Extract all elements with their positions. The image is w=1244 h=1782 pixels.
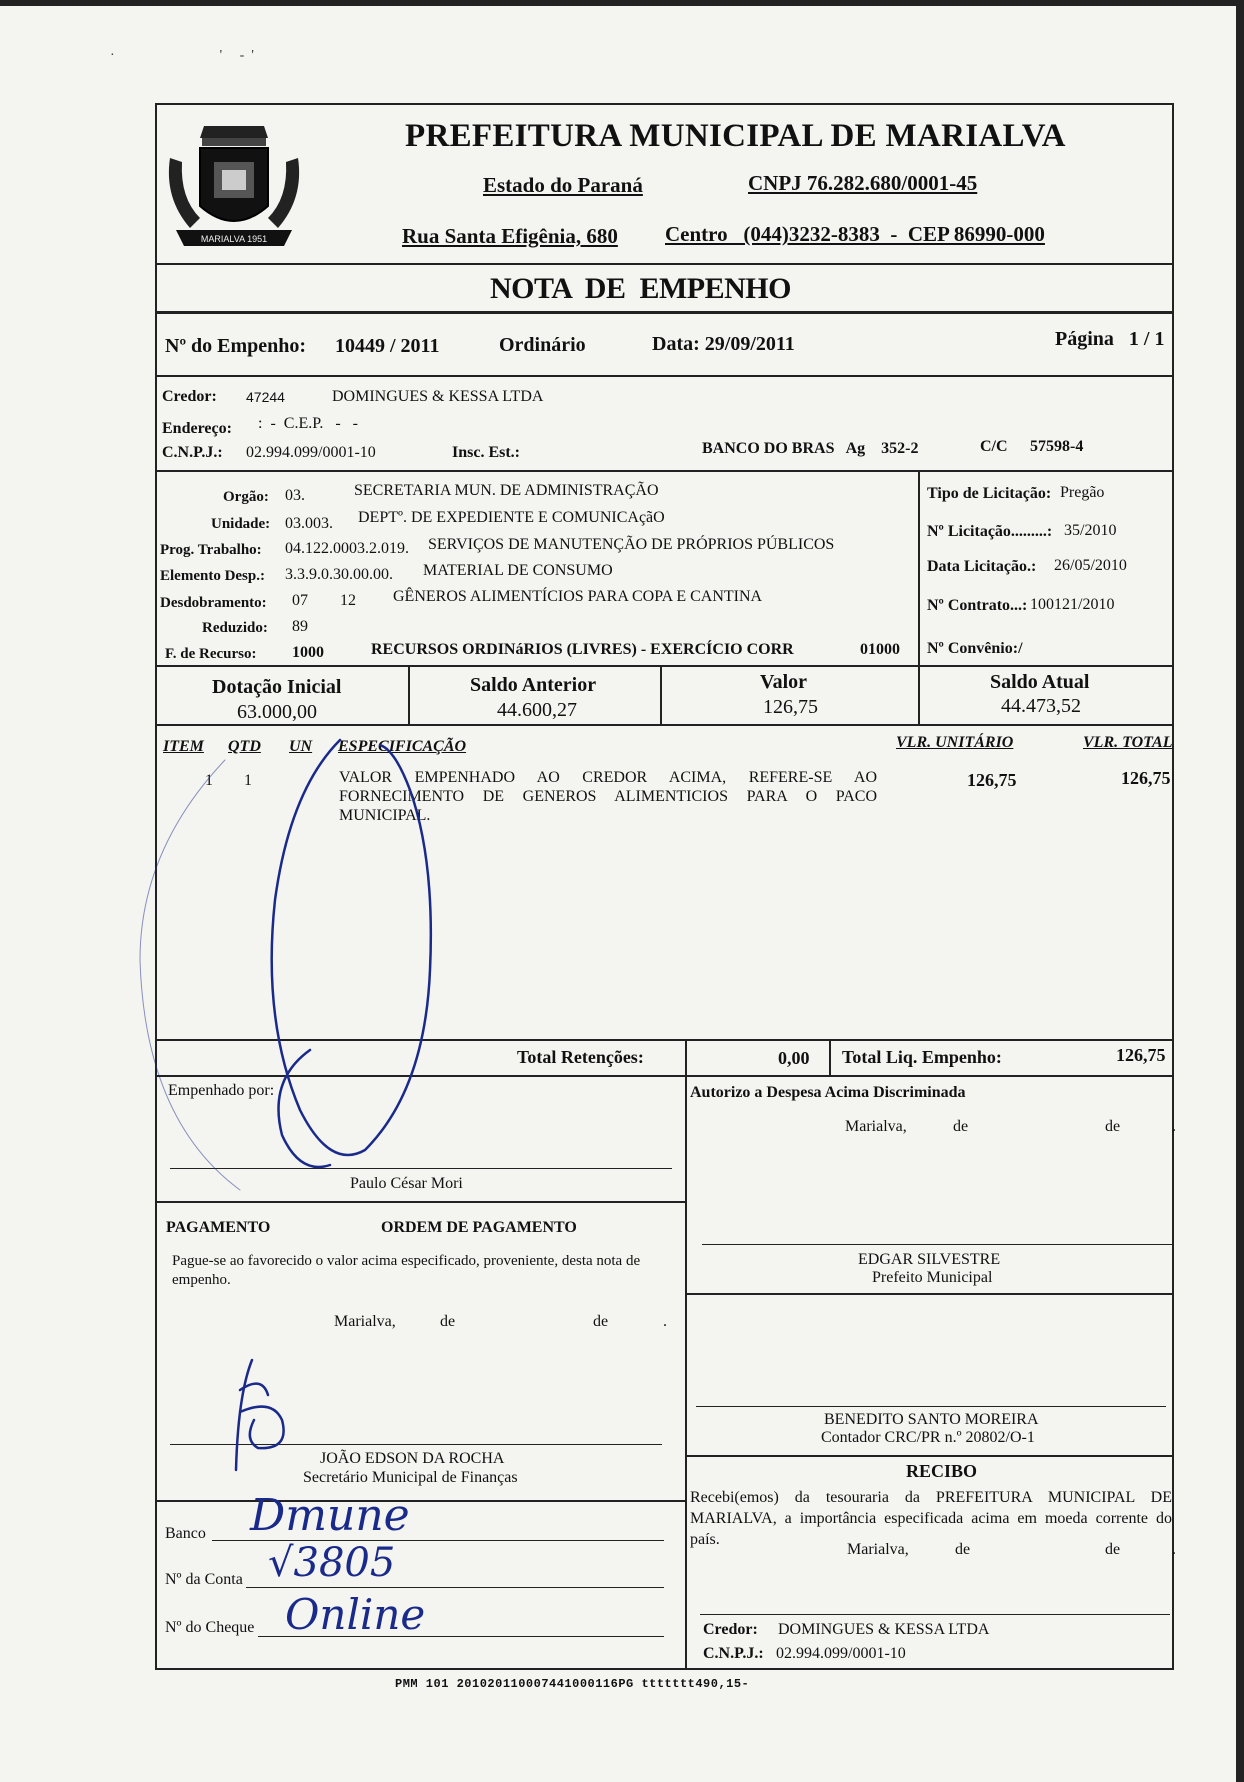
recurso-label: F. de Recurso:	[165, 646, 257, 662]
page-number: Página 1 / 1	[1055, 328, 1165, 350]
item-number: 1	[205, 772, 213, 789]
conta-handwritten: √3805	[268, 1540, 396, 1586]
convenio-label: Nº Convênio:/	[927, 640, 1023, 657]
col-especificacao: ESPECIFICAÇÃO	[338, 738, 467, 755]
empenhado-label: Empenhado por:	[168, 1082, 275, 1099]
page-title: PREFEITURA MUNICIPAL DE MARIALVA	[405, 118, 1066, 154]
endereco-value: : - C.E.P. - -	[258, 415, 358, 432]
dotacao-value: 63.000,00	[237, 701, 317, 723]
ordem-pagamento-label: ORDEM DE PAGAMENTO	[381, 1219, 577, 1236]
reduzido-label: Reduzido:	[202, 620, 268, 636]
recurso-code: 1000	[292, 644, 324, 661]
unidade-name: DEPTº. DE EXPEDIENTE E COMUNICAçãO	[358, 509, 665, 526]
saldo-anterior-label: Saldo Anterior	[470, 674, 597, 696]
cheque-handwritten: Online	[285, 1590, 426, 1639]
header-state: Estado do Paraná	[483, 173, 643, 197]
col-un: UN	[289, 738, 313, 755]
cc-label: C/C	[980, 438, 1008, 455]
scan-marks: · ' - '	[110, 48, 254, 63]
contrato-value: 100121/2010	[1030, 596, 1115, 613]
total-retencoes-label: Total Retenções:	[517, 1047, 644, 1067]
credor-code: 47244	[246, 389, 285, 405]
licitacao-tipo-label: Tipo de Licitação:	[927, 485, 1052, 502]
item-vlr-total: 126,75	[1121, 768, 1171, 788]
secretario-signature	[236, 1360, 284, 1470]
pagamento-label: PAGAMENTO	[166, 1219, 271, 1236]
item-especificacao: VALOR EMPENHADO AO CREDOR ACIMA, REFERE-SE AO FORNECIMENTO DE GENEROS ALIMENTICIOS PARA O PACO MUNICIPAL.	[339, 769, 877, 824]
total-liquido-value: 126,75	[1116, 1045, 1166, 1065]
licitacao-num-label: Nº Licitação.........:	[927, 523, 1053, 540]
header-street: Rua Santa Efigênia, 680	[402, 224, 618, 248]
col-vlr-total: VLR. TOTAL	[1083, 734, 1173, 751]
recibo-city: Marialva,	[847, 1541, 909, 1558]
credor-name: DOMINGUES & KESSA LTDA	[332, 388, 544, 405]
recibo-text: Recebi(emos) da tesouraria da PREFEITURA MUNICIPAL DE MARIALVA, a importância especificada acima em moeda corrente do país.	[690, 1489, 1172, 1548]
contador-signer: BENEDITO SANTO MOREIRA	[824, 1411, 1039, 1428]
reduzido-value: 89	[292, 618, 308, 635]
col-vlr-unitario: VLR. UNITÁRIO	[896, 734, 1014, 751]
banco-label: Banco	[165, 1525, 206, 1542]
recibo-de2: de	[1105, 1541, 1121, 1558]
faint-arc	[140, 760, 240, 1190]
seal-text: MARIALVA 1951	[200, 234, 268, 244]
recibo-label: RECIBO	[906, 1461, 978, 1481]
cc-value: 57598-4	[1030, 438, 1084, 455]
header-cnpj: CNPJ 76.282.680/0001-45	[748, 171, 978, 195]
prog-label: Prog. Trabalho:	[160, 542, 262, 558]
empenho-number: 10449 / 2011	[335, 335, 440, 357]
licitacao-data-label: Data Licitação.:	[927, 558, 1037, 575]
total-liquido-label: Total Liq. Empenho:	[842, 1047, 1002, 1067]
col-item: ITEM	[163, 738, 204, 755]
pagamento-signer: JOÃO EDSON DA ROCHA	[320, 1450, 505, 1467]
pagamento-role: Secretário Municipal de Finanças	[303, 1469, 518, 1486]
contrato-label: Nº Contrato...:	[927, 597, 1028, 614]
large-signature-stroke	[272, 740, 431, 1155]
desd-a: 07	[292, 592, 308, 609]
orgao-label: Orgão:	[223, 489, 269, 505]
pagamento-de2: de	[593, 1313, 609, 1330]
bank-info: BANCO DO BRAS Ag 352-2	[702, 440, 919, 457]
autorizo-role: Prefeito Municipal	[872, 1269, 993, 1286]
autorizo-label: Autorizo a Despesa Acima Discriminada	[690, 1084, 966, 1101]
empenho-date: Data: 29/09/2011	[652, 333, 795, 355]
cnpj-value: 02.994.099/0001-10	[246, 444, 376, 461]
saldo-anterior-value: 44.600,27	[497, 699, 577, 721]
recibo-de1: de	[955, 1541, 971, 1558]
licitacao-data-value: 26/05/2010	[1050, 557, 1127, 574]
saldo-atual-value: 44.473,52	[1001, 695, 1081, 717]
endereco-label: Endereço:	[162, 420, 232, 437]
autorizo-de1: de	[953, 1118, 969, 1135]
cheque-label: Nº do Cheque	[165, 1619, 255, 1636]
recibo-dot: .	[1172, 1541, 1176, 1558]
valor-label: Valor	[760, 671, 808, 693]
dotacao-label: Dotação Inicial	[212, 676, 342, 698]
cnpj-label: C.N.P.J.:	[162, 444, 223, 461]
prog-code: 04.122.0003.2.019.	[285, 540, 409, 557]
prog-name: SERVIÇOS DE MANUTENÇÃO DE PRÓPRIOS PÚBLICOS	[428, 536, 835, 553]
recibo-cnpj-value: 02.994.099/0001-10	[776, 1645, 906, 1662]
insc-label: Insc. Est.:	[452, 444, 521, 461]
autorizo-city: Marialva,	[845, 1118, 907, 1135]
desd-label: Desdobramento:	[160, 595, 267, 611]
contador-role: Contador CRC/PR n.º 20802/O-1	[821, 1429, 1035, 1446]
desd-name: GÊNEROS ALIMENTÍCIOS PARA COPA E CANTINA	[393, 588, 763, 605]
empenho-type: Ordinário	[499, 334, 586, 356]
licitacao-tipo-value: Pregão	[1060, 484, 1105, 501]
conta-label: Nº da Conta	[165, 1571, 243, 1588]
col-qtd: QTD	[228, 738, 261, 755]
pagamento-dot: .	[663, 1313, 667, 1330]
saldo-atual-label: Saldo Atual	[990, 671, 1090, 693]
pagamento-city: Marialva,	[334, 1313, 396, 1330]
pagamento-de1: de	[440, 1313, 456, 1330]
empenhado-signer: Paulo César Mori	[350, 1175, 463, 1192]
elem-label: Elemento Desp.:	[160, 568, 265, 584]
pagamento-text: Pague-se ao favorecido o valor acima especificado, proveniente, desta nota de empenho.	[172, 1253, 641, 1288]
header-contact: Centro (044)3232-8383 - CEP 86990-000	[665, 222, 1045, 246]
elem-code: 3.3.9.0.30.00.00.	[285, 566, 393, 583]
banco-handwritten: Dmune	[250, 1490, 410, 1541]
orgao-name: SECRETARIA MUN. DE ADMINISTRAÇÃO	[354, 482, 659, 499]
autorizo-signer: EDGAR SILVESTRE	[858, 1251, 1001, 1268]
desd-b: 12	[340, 592, 356, 609]
total-retencoes-value: 0,00	[778, 1048, 810, 1068]
item-qtd: 1	[244, 772, 252, 789]
orgao-code: 03.	[285, 487, 305, 504]
recibo-credor-value: DOMINGUES & KESSA LTDA	[778, 1621, 990, 1638]
unidade-code: 03.003.	[285, 515, 333, 532]
credor-label: Credor:	[162, 388, 217, 405]
autorizo-de2: de	[1105, 1118, 1121, 1135]
document-title: NOTA DE EMPENHO	[490, 272, 791, 305]
empenho-label: Nº do Empenho:	[165, 335, 307, 357]
unidade-label: Unidade:	[211, 516, 271, 532]
valor-value: 126,75	[763, 696, 818, 718]
footer-barcode-text: PMM 101 201020110007441000116PG ttttttt490,15-	[395, 1677, 750, 1691]
elem-name: MATERIAL DE CONSUMO	[423, 562, 613, 579]
autorizo-dot: .	[1172, 1118, 1176, 1135]
recibo-cnpj-label: C.N.P.J.:	[703, 1645, 764, 1662]
recurso-name: RECURSOS ORDINáRIOS (LIVRES) - EXERCÍCIO CORR	[371, 641, 794, 658]
recibo-credor-label: Credor:	[703, 1621, 758, 1638]
licitacao-num-value: 35/2010	[1060, 522, 1117, 539]
item-vlr-unitario: 126,75	[967, 770, 1017, 790]
recurso-num: 01000	[860, 641, 900, 658]
